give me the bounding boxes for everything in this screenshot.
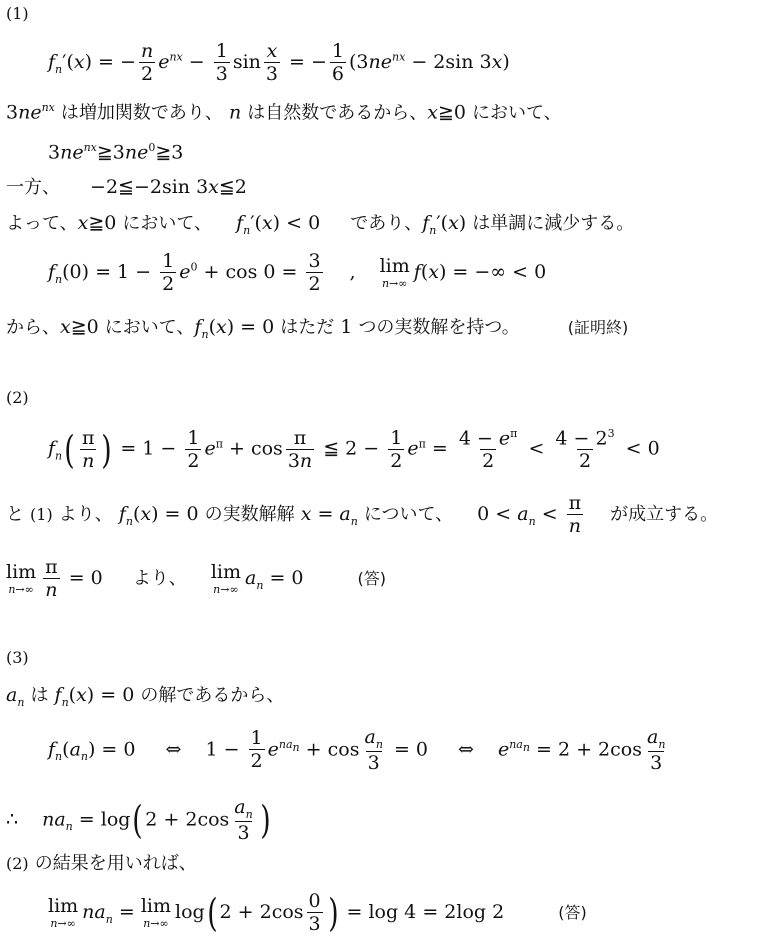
part2-text-root: の実数解解 — [204, 504, 295, 525]
part1-increasing-line: $3ne^{nx}$ は増加関数であり、 n は自然数であるから、x≧0 において、 — [6, 101, 562, 124]
part1-text-where-3: において、 — [104, 317, 195, 338]
part3-text-is: は — [30, 685, 49, 706]
part3-equivalence-line: $f_n(a_n) = 0$ ⇔ 1 − $\frac{1}{2}$ $e^{na_n} + \cos$ $\frac{a_n}{3}$ = 0 ⇔ $e^{na_n} = 2 + 2\cos$ $\frac{a_n}{3}$ — [48, 726, 666, 774]
part1-text-decreases: は単調に減少する。 — [472, 213, 635, 234]
part1-text-only: はただ — [280, 317, 335, 338]
part2-text-and: と — [6, 504, 24, 525]
part3-final-limit-line: lim n→∞ $na_n$ = lim n→∞ log( 2 + 2cos $\frac{0}{3}$ ) = log 4 = 2log 2 (答) — [48, 890, 587, 935]
part1-decreasing-line: よって、x≧0 において、 $f_n'(x) < 0$ であり、$f_n'(x)$ は単調に減少する。 — [6, 212, 635, 237]
part2-text-about: について、 — [363, 504, 454, 525]
part3-text-solution: の解であるから、 — [140, 685, 285, 706]
part3-log-line: ∴ $na_n = \log$( 2 + 2cos $\frac{a_n}{3}$ ) — [6, 796, 271, 844]
part2-label: (2) — [6, 388, 29, 407]
part3-intro-line: $a_n$ は $f_n(x) = 0$ の解であるから、 — [6, 684, 285, 709]
part2-limit-line: lim n→∞ $\frac{\pi}{n}$ = 0 より、 lim n→∞ $a_n = 0$ (答) — [6, 556, 387, 601]
part2-answer-mark: (答) — [357, 569, 387, 588]
part1-values-line: $f_n(0) = 1$ − $\frac{1}{2}$ $e^0 + \cos 0$ = $\frac{3}{2}$ , lim n→∞ f(x) = −∞ < 0 — [48, 250, 547, 295]
part3-label: (3) — [6, 648, 29, 667]
part1-text-increasing: は増加関数であり、 — [60, 102, 223, 124]
part3-text-use-result: の結果を用いれば、 — [34, 853, 197, 874]
part2-ref: (1) — [30, 505, 53, 524]
part1-inequality-1: $3ne^{nx}≧3ne^0≧3$ — [48, 141, 184, 164]
part3-answer-mark: (答) — [558, 903, 587, 922]
part2-bound-line: と (1) より、 $f_n(x) = 0$ の実数解解 $x = a_n$ について、 $0 < a_n$ < $\frac{\pi}{n}$ が成立する。 — [6, 492, 719, 537]
part1-text-other-hand: 一方、 — [6, 177, 60, 198]
part2-evaluation-line: $f_n$( $\frac{\pi}{n}$ ) = 1 − $\frac{1}{2}$ $e^\pi + \cos$ $\frac{\pi}{3n}$ ≦ 2 − $\frac{1}{2}$ $e^\pi$ = $\frac{4 - e^\pi}{2}$ < $\frac{4 - 2^3}{2}$ < 0 — [48, 426, 660, 473]
part1-text-where-2: において、 — [122, 213, 213, 234]
part2-text-from-2: より、 — [132, 568, 187, 589]
part1-text-and: であり、 — [350, 213, 423, 234]
part1-sin-bound-line: 一方、 −2≦−2sin 3x≦2 — [6, 176, 247, 198]
part1-text-one: 1 — [340, 316, 353, 338]
part3-use-result-line — [6, 854, 197, 873]
part1-derivative-equation: $f_n'(x)$ = − $\frac{n}{2}$ $e^{nx}$ − $\frac{1}{3}$ sin $\frac{x}{3}$ = − $\frac{1}{6}$ ($3ne^{nx} - 2\sin$ 3x) — [48, 40, 510, 85]
part3-ref: (2) — [6, 854, 29, 873]
part1-conclusion-line: から、x≧0 において、$f_n(x) = 0$ はただ 1 つの実数解を持つ。 (証明終) — [6, 316, 629, 341]
part1-text-where: において、 — [472, 102, 562, 124]
part1-qed: (証明終) — [567, 318, 629, 337]
part1-text-natural: は自然数であるから、 — [247, 102, 428, 124]
part2-text-holds: が成立する。 — [610, 504, 719, 525]
part1-text-from: から、 — [6, 317, 60, 338]
part2-text-from: より、 — [58, 504, 113, 525]
part1-text-real-root: つの実数解を持つ。 — [358, 317, 520, 338]
part1-label: (1) — [6, 4, 29, 23]
part1-text-therefore: よって、 — [6, 213, 78, 234]
